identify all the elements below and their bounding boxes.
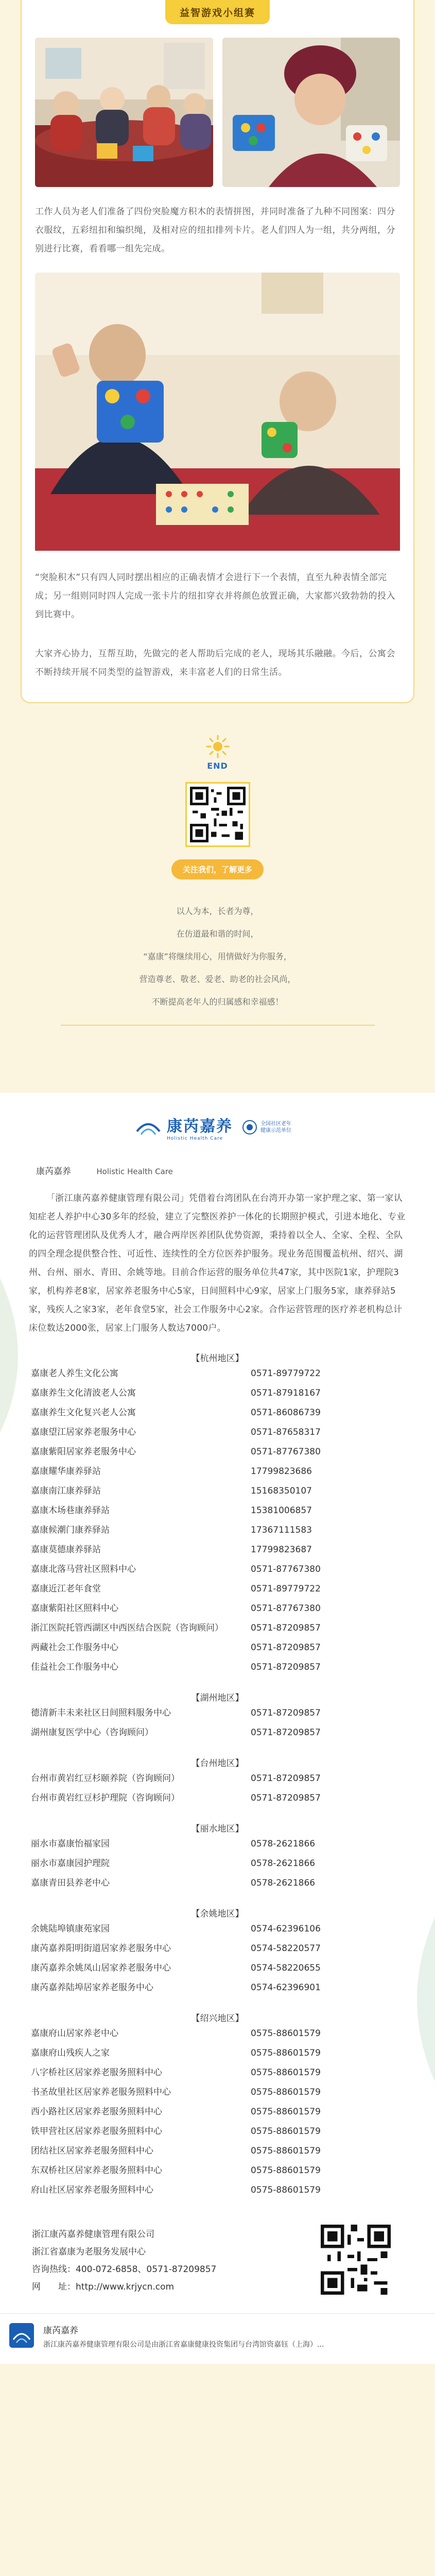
directory-row <box>31 1442 369 1462</box>
facility-phone[interactable]: 17799823687 <box>251 1545 312 1555</box>
facility-name: 书圣故里社区居家养老服务照料中心 <box>31 2087 171 2097</box>
website-link[interactable]: 网 址：http://www.krjycn.com <box>32 2282 175 2292</box>
directory-row <box>31 1703 369 1723</box>
facility-name: 嘉康南江康养驿站 <box>31 1486 101 1496</box>
facility-phone[interactable]: 17799823686 <box>251 1466 312 1477</box>
facility-name: 嘉康候潮门康养驿站 <box>31 1525 110 1535</box>
facility-name: 嘉康耀华康养驿站 <box>31 1466 101 1477</box>
directory-row <box>31 1978 369 1997</box>
directory-row <box>31 1769 369 1788</box>
facility-phone[interactable]: 0575-88601579 <box>251 2165 321 2176</box>
sun-icon <box>205 734 230 759</box>
directory-row <box>31 1579 369 1599</box>
directory-row <box>31 2043 369 2063</box>
facility-phone[interactable]: 0575-88601579 <box>251 2067 321 2078</box>
facility-phone[interactable]: 0571-87209857 <box>251 1623 321 1633</box>
company-logo-icon <box>135 1116 162 1139</box>
directory-row <box>31 2180 369 2200</box>
facility-name: 两藏社会工作服务中心 <box>31 1642 118 1653</box>
paragraph-3: 大家齐心协力，互帮互助，先做完的老人帮助后完成的老人，现场其乐融融。今后，公寓会不断持续开展不同类型的益智游戏，来丰富老人们的日常生活。 <box>35 649 395 677</box>
section-tag: 益智游戏小组赛 <box>165 0 270 24</box>
divider <box>61 1025 375 1026</box>
facility-name: 嘉康养生文化复兴老人公寓 <box>31 1408 136 1418</box>
directory-row <box>31 2082 369 2102</box>
facility-phone[interactable]: 0571-87767380 <box>251 1447 321 1457</box>
directory-row <box>31 1403 369 1422</box>
account-name[interactable]: 康芮嘉养 <box>43 2326 78 2336</box>
follow-button[interactable]: 关注我们，了解更多 <box>171 859 264 879</box>
region-title: 【余姚地区】 <box>191 1909 244 1919</box>
facility-name: 西小路社区居家养老服务照料中心 <box>31 2107 162 2117</box>
directory-row <box>31 1919 369 1939</box>
facility-name: 佳益社会工作服务中心 <box>31 1662 118 1672</box>
region-title: 【台州地区】 <box>191 1758 244 1769</box>
directory-row <box>31 1599 369 1618</box>
directory-row <box>31 1958 369 1978</box>
directory-row <box>31 1383 369 1403</box>
facility-phone[interactable]: 0574-58220577 <box>251 1943 321 1954</box>
game-photo-large[interactable] <box>35 273 400 553</box>
directory-row <box>31 1481 369 1501</box>
directory-row <box>31 1854 369 1873</box>
paragraph-2: “突脸积木”只有四人同时摆出相应的正确表情才会进行下一个表情，直至九种表情全部完成；另一组则同时四人完成一张卡片的纽扣穿衣并将颜色放置正确，大家都兴致勃勃的投入到比赛中。 <box>35 572 395 620</box>
facility-phone[interactable]: 0575-88601579 <box>251 2146 321 2156</box>
game-photo-right[interactable] <box>222 38 401 187</box>
directory-row <box>31 1520 369 1540</box>
game-photo-left[interactable] <box>35 38 213 187</box>
facility-phone[interactable]: 0578-2621866 <box>251 1878 316 1888</box>
company-footer: 浙江康芮嘉养健康管理有限公司 浙江省嘉康为老服务发展中心 咨询热线：400-072-6858、0571-87209857 网 址：http://www.krjycn.com <box>32 2226 435 2296</box>
end-label: END <box>207 761 228 771</box>
facility-phone[interactable]: 0571-87209857 <box>251 1793 321 1803</box>
facility-name: 八字桥社区居家养老服务照料中心 <box>31 2067 162 2078</box>
facility-name: 嘉康木场巷康养驿站 <box>31 1505 110 1516</box>
directory-row <box>31 2063 369 2082</box>
facility-name: 康芮嘉养阳明街道居家养老服务中心 <box>31 1943 171 1954</box>
company-logo-icon <box>9 2323 34 2348</box>
facility-phone[interactable]: 0571-89779722 <box>251 1584 321 1594</box>
facility-name: 丽水市嘉康园护理院 <box>31 1858 110 1869</box>
facility-phone[interactable]: 0571-87767380 <box>251 1564 321 1574</box>
facility-name: 嘉康府山居家养老中心 <box>31 2028 118 2039</box>
directory-row <box>31 1364 369 1383</box>
directory-row <box>31 1501 369 1520</box>
article-card <box>21 0 414 703</box>
facility-phone[interactable]: 0571-87658317 <box>251 1427 321 1437</box>
directory-row <box>31 1618 369 1638</box>
qr-code-icon[interactable] <box>321 2225 391 2295</box>
facility-name: 嘉康紫阳社区照料中心 <box>31 1603 118 1614</box>
facility-phone[interactable]: 0571-87209857 <box>251 1773 321 1784</box>
directory-row <box>31 1788 369 1808</box>
directory-row <box>31 2122 369 2141</box>
company-header: 康芮嘉养 Holistic Health Care 全国社区老年 健康示范单位 <box>0 1113 435 1141</box>
facility-name: 嘉康养生文化清波老人公寓 <box>31 1388 136 1398</box>
facility-name: 嘉康北落马营社区照料中心 <box>31 1564 136 1574</box>
directory-row <box>31 2102 369 2122</box>
facility-phone[interactable]: 0575-88601579 <box>251 2028 321 2039</box>
company-section <box>0 1093 435 2364</box>
directory-row <box>31 1638 369 1657</box>
facility-name: 德清新丰未来社区日间照料服务中心 <box>31 1708 171 1718</box>
directory-row <box>31 1723 369 1742</box>
directory-row <box>31 1462 369 1481</box>
facility-phone[interactable]: 0571-87209857 <box>251 1708 321 1718</box>
award-badge-icon <box>242 1120 257 1135</box>
facility-name: 嘉康老人养生文化公寓 <box>31 1368 118 1379</box>
facility-name: 府山社区居家养老服务照料中心 <box>31 2185 153 2195</box>
directory-row <box>31 1560 369 1579</box>
qr-code-icon[interactable] <box>185 782 250 847</box>
facility-phone[interactable]: 15381006857 <box>251 1505 312 1516</box>
facility-name: 嘉康青田县养老中心 <box>31 1878 110 1888</box>
facility-name: 台州市黄岩红豆杉颐养院（咨询顾问） <box>31 1773 180 1784</box>
facility-phone[interactable]: 0578-2621866 <box>251 1858 316 1869</box>
facility-name: 嘉康莫德康养驿站 <box>31 1545 101 1555</box>
directory-row <box>31 2024 369 2043</box>
facility-name: 嘉康望江居家养老服务中心 <box>31 1427 136 1437</box>
facility-phone[interactable]: 0571-87767380 <box>251 1603 321 1614</box>
facility-name: 铁甲营社区居家养老服务照料中心 <box>31 2126 162 2137</box>
region-title: 【丽水地区】 <box>191 1824 244 1834</box>
facility-name: 余姚陆埠镇康苑家园 <box>31 1924 110 1934</box>
facility-phone[interactable]: 0574-62396901 <box>251 1982 321 1993</box>
facility-phone[interactable]: 0575-88601579 <box>251 2185 321 2195</box>
paragraph-1: 工作人员为老人们准备了四份突脸魔方积木的表情拼图，并同时准备了九种不同图案：四分衣服纹，五彩纽扣和编织绳，及相对应的纽扣排列卡片。老人们四人为一组，共分两组，分别进行比赛，看看哪一组先完成。 <box>35 207 395 254</box>
photo-row <box>35 38 400 187</box>
facility-name: 嘉康近江老年食堂 <box>31 1584 101 1594</box>
slogan: 以人为本，长者为尊， 在仿道最和谐的时间， “嘉康”将继续用心，用情做好为你服务， 营造尊老、敬老、爱老、助老的社会风尚， 不断提高老年人的归属感和幸福感！ <box>139 906 296 1007</box>
facility-name: 嘉康紫阳居家养老服务中心 <box>31 1447 136 1457</box>
facility-phone[interactable]: 0571-87918167 <box>251 1388 321 1398</box>
company-logo-subtitle: Holistic Health Care <box>167 1136 223 1141</box>
end-section <box>0 703 435 1026</box>
leaf-decoration-icon <box>0 1278 41 1433</box>
directory-row <box>31 1834 369 1854</box>
directory-row <box>31 1422 369 1442</box>
facility-phone[interactable]: 17367111583 <box>251 1525 312 1535</box>
facility-phone[interactable]: 0571-87209857 <box>251 1662 321 1672</box>
leaf-decoration-icon <box>399 1917 435 2082</box>
facility-name: 浙江医院托管西湖区中西医结合医院（咨询顾问） <box>31 1623 223 1633</box>
directory-row <box>31 1873 369 1893</box>
region-title: 【湖州地区】 <box>191 1693 244 1703</box>
directory-row <box>31 2161 369 2180</box>
directory-row <box>31 1939 369 1958</box>
bottom-bar <box>0 2313 435 2364</box>
facility-name: 丽水市嘉康怡福家园 <box>31 1839 110 1849</box>
facility-phone[interactable]: 0575-88601579 <box>251 2087 321 2097</box>
company-logo-title: 康芮嘉养 <box>167 1117 233 1136</box>
account-desc: 浙江康芮嘉养健康管理有限公司是由浙江省嘉康健康投资集团与台湾馆资嘉钰（上海）... <box>43 2341 324 2349</box>
brand-line: 康芮嘉养 Holistic Health Care <box>36 1166 173 1177</box>
directory-row <box>31 2141 369 2161</box>
facility-phone[interactable]: 0571-87209857 <box>251 1642 321 1653</box>
facility-name: 东双桥社区居家养老服务照料中心 <box>31 2165 162 2176</box>
facility-phone[interactable]: 0575-88601579 <box>251 2126 321 2137</box>
facility-phone[interactable]: 0574-62396106 <box>251 1924 321 1934</box>
facility-name: 嘉康府山残疾人之家 <box>31 2048 110 2058</box>
facility-phone[interactable]: 0571-86086739 <box>251 1408 321 1418</box>
facility-phone[interactable]: 0575-88601579 <box>251 2107 321 2117</box>
facility-name: 康芮嘉养陆埠居家养老服务中心 <box>31 1982 153 1993</box>
facility-phone[interactable]: 0571-89779722 <box>251 1368 321 1379</box>
facility-phone[interactable]: 0571-87209857 <box>251 1727 321 1738</box>
facility-phone[interactable]: 0578-2621866 <box>251 1839 316 1849</box>
region-title: 【绍兴地区】 <box>191 2013 244 2024</box>
facility-name: 台州市黄岩红豆杉护理院（咨询顾问） <box>31 1793 180 1803</box>
directory-row <box>31 1540 369 1560</box>
region-title: 【杭州地区】 <box>191 1353 244 1364</box>
facility-phone[interactable]: 15168350107 <box>251 1486 312 1496</box>
directory-row <box>31 1657 369 1677</box>
facility-phone[interactable]: 0574-58220655 <box>251 1963 321 1973</box>
directory <box>0 1351 435 2200</box>
facility-name: 湖州康复医学中心（咨询顾问） <box>31 1727 153 1738</box>
facility-phone[interactable]: 0575-88601579 <box>251 2048 321 2058</box>
company-intro: 「浙江康芮嘉养健康管理有限公司」凭借着台湾团队在台湾开办第一家护理之家、第一家认知症老人养护中心30多年的经验，建立了完整医养护一体化的长期照护模式，引进本地化、专业化的运营管理团队及优秀人才，融合两岸医养团队优势资源，秉持着以全人、全家、全程、全队的四全理念提供整合性、可近性、连续性的全方位医养护服务。现业务范围覆盖杭州、绍兴、湖州、台州、丽水、青田、余姚等地。目前合作运营的服务单位共47家，其中医院1家，护理院3家，机构养老8家，居家养老服务中心5家，日间照料中心9家，居家上门服务5家，康养驿站5家，残疾人之家3家，老年食堂5家，社会工作服务中心2家。合作运营管理的医疗养老机构总计床位数达2000张，居家上门服务人数达7000户。 <box>29 1193 406 1333</box>
facility-name: 团结社区居家养老服务照料中心 <box>31 2146 153 2156</box>
facility-name: 康芮嘉养余姚凤山居家养老服务中心 <box>31 1963 171 1973</box>
